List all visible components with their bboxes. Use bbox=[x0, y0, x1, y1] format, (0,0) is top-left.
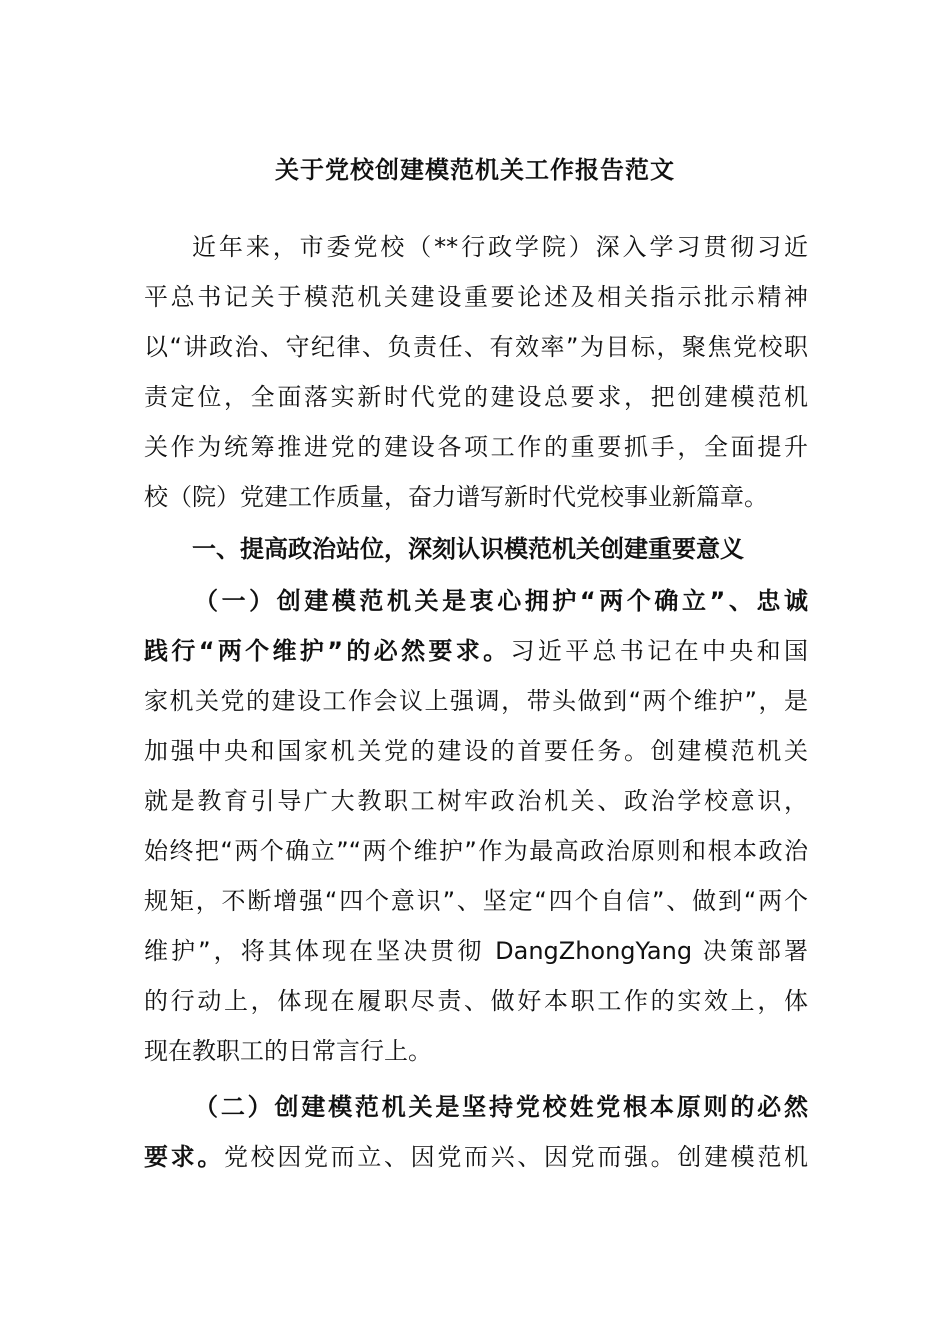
intro-line-4: 责定位，全面落实新时代党的建设总要求，把创建模范机 bbox=[144, 383, 808, 411]
intro-line-6: 校（院）党建工作质量，奋力谱写新时代党校事业新篇章。 bbox=[144, 483, 768, 511]
sub1-line-2 bbox=[144, 626, 808, 676]
sub1-line-9: 的行动上，体现在履职尽责、做好本职工作的实效上，体 bbox=[144, 987, 808, 1015]
sub1-line-7: 规矩，不断增强“四个意识”、坚定“四个自信”、做到“两个 bbox=[144, 887, 808, 915]
sub2-line-2 bbox=[144, 1132, 808, 1182]
document-title: 关于党校创建模范机关工作报告范文 bbox=[275, 156, 675, 184]
sub2-heading-line-1: （二）创建模范机关是坚持党校姓党根本原则的必然 bbox=[194, 1093, 808, 1121]
sub2-heading-line-2: 要求。 bbox=[144, 1143, 224, 1171]
intro-line-5: 关作为统筹推进党的建设各项工作的重要抓手，全面提升 bbox=[144, 433, 808, 461]
section-1-heading: 一、提高政治站位，深刻认识模范机关创建重要意义 bbox=[192, 535, 744, 563]
intro-line-1: 近年来，市委党校（**行政学院）深入学习贯彻习近 bbox=[192, 233, 808, 261]
sub1-line-8: 维护”，将其体现在坚决贯彻 DangZhongYang 决策部署 bbox=[144, 937, 808, 965]
sub1-line-2-text: 习近平总书记在中央和国 bbox=[510, 637, 808, 665]
sub1-line-5: 就是教育引导广大教职工树牢政治机关、政治学校意识， bbox=[144, 787, 808, 815]
intro-line-3: 以“讲政治、守纪律、负责任、有效率”为目标，聚焦党校职 bbox=[144, 333, 808, 361]
intro-line-2: 平总书记关于模范机关建设重要论述及相关指示批示精神 bbox=[144, 283, 808, 311]
sub1-line-4: 加强中央和国家机关党的建设的首要任务。创建模范机关 bbox=[144, 737, 808, 765]
sub2-line-2-text: 党校因党而立、因党而兴、因党而强。创建模范机 bbox=[224, 1143, 808, 1171]
sub1-heading-line-2: 践行“两个维护”的必然要求。 bbox=[144, 637, 511, 665]
sub1-line-6: 始终把“两个确立”“两个维护”作为最高政治原则和根本政治 bbox=[144, 837, 808, 865]
sub1-line-3: 家机关党的建设工作会议上强调，带头做到“两个维护”，是 bbox=[144, 687, 808, 715]
sub1-heading-line-1: （一）创建模范机关是衷心拥护“两个确立”、忠诚 bbox=[194, 587, 808, 615]
sub1-line-10: 现在教职工的日常言行上。 bbox=[144, 1037, 432, 1065]
